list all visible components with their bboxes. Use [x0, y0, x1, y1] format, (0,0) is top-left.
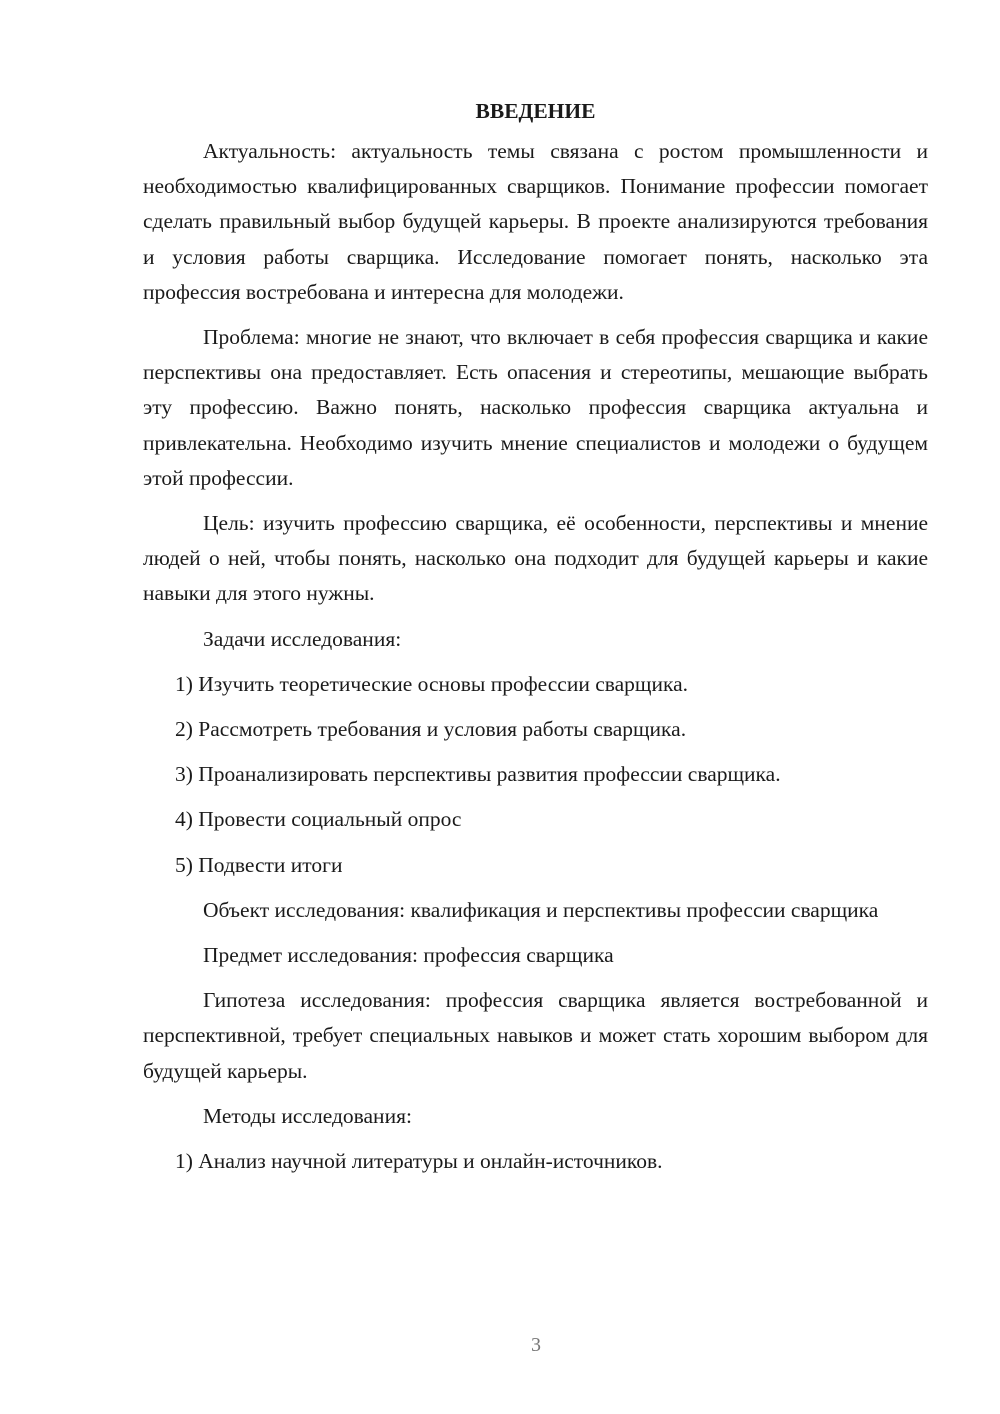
task-item-1: 1) Изучить теоретические основы профессии сварщика.: [175, 671, 689, 696]
research-object-paragraph: Объект исследования: квалификация и перспективы профессии сварщика: [203, 897, 879, 922]
task-item-4: 4) Провести социальный опрос: [175, 807, 462, 832]
page-number: 3: [531, 1334, 541, 1356]
goal-paragraph: Цель: изучить профессию сварщика, её особенности, перспективы и мнение людей о ней, чтобы понять, насколько она подходит для будущей карьеры и какие навыки для этого нужны.: [143, 511, 928, 606]
task-item-5: 5) Подвести итоги: [175, 852, 343, 877]
method-item-1: 1) Анализ научной литературы и онлайн-источников.: [175, 1149, 663, 1174]
tasks-heading: Задачи исследования:: [203, 626, 402, 651]
methods-heading: Методы исследования:: [203, 1103, 412, 1128]
document-page: [143, 96, 928, 1189]
research-subject-line: Предмет исследования: профессия сварщика: [203, 943, 614, 968]
hypothesis-paragraph: Гипотеза исследования: профессия сварщика является востребованной и перспективной, требует специальных навыков и может стать хорошим выбором для будущей карьеры.: [143, 988, 928, 1083]
task-item-2: 2) Рассмотреть требования и условия работы сварщика.: [175, 717, 687, 742]
task-item-3: 3) Проанализировать перспективы развития профессии сварщика.: [175, 762, 781, 787]
problem-paragraph: Проблема: многие не знают, что включает в себя профессия сварщика и какие перспективы она предоставляет. Есть опасения и стереотипы, мешающие выбрать эту профессию. Важно понять, насколько профессия сварщика актуальна и привлекательна. Необходимо изучить мнение специалистов и молодежи о будущем этой профессии.: [143, 325, 928, 490]
section-title: ВВЕДЕНИЕ: [475, 99, 596, 123]
relevance-paragraph: Актуальность: актуальность темы связана с ростом промышленности и необходимостью квалифицированных сварщиков. Понимание профессии помогает сделать правильный выбор будущей карьеры. В проекте анализируются требования и условия работы сварщика. Исследование помогает понять, насколько эта профессия востребована и интересна для молодежи.: [143, 139, 928, 304]
